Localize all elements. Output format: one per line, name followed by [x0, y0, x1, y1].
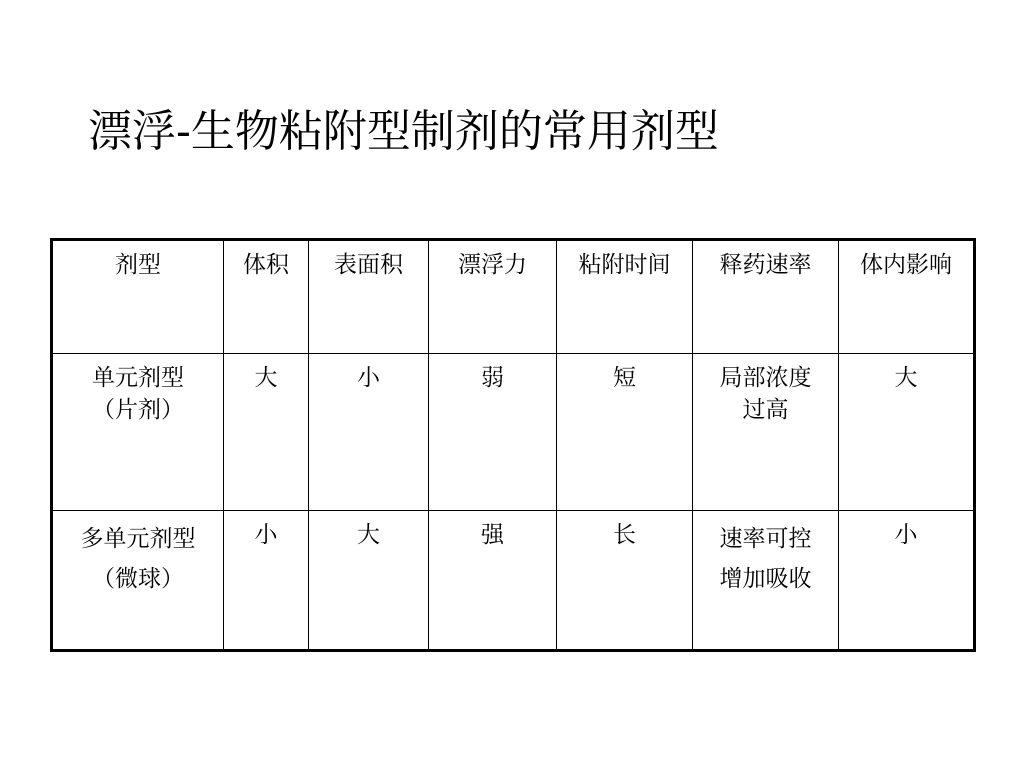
header-cell-form: 剂型	[52, 240, 224, 354]
header-cell-release-rate: 释药速率	[693, 240, 839, 354]
cell-release-rate-line-1: 局部浓度	[719, 365, 812, 391]
header-cell-volume: 体积	[224, 240, 309, 354]
cell-release-rate-line-2: 增加吸收	[719, 566, 812, 592]
cell-form-line-2: （微球）	[92, 566, 184, 592]
header-cell-surface-area: 表面积	[309, 240, 429, 354]
cell-release-rate-line-2: 过高	[742, 397, 789, 423]
cell-surface-area: 小	[309, 354, 429, 511]
cell-form-line-1: 单元剂型	[92, 365, 184, 391]
table-row	[52, 511, 975, 651]
cell-volume: 大	[224, 354, 309, 511]
dosage-form-table-container	[50, 238, 976, 652]
cell-form-line-2: （片剂）	[92, 397, 184, 423]
cell-release-rate-line-1: 速率可控	[719, 526, 812, 552]
header-cell-adhesion-time: 粘附时间	[557, 240, 693, 354]
table-header-row	[52, 240, 975, 354]
header-cell-buoyancy: 漂浮力	[429, 240, 557, 354]
slide-title: 漂浮-生物粘附型制剂的常用剂型	[88, 106, 719, 157]
cell-release-rate	[693, 511, 839, 651]
cell-release-rate	[693, 354, 839, 511]
cell-form-line-1: 多单元剂型	[80, 526, 196, 552]
cell-in-vivo-effect: 大	[839, 354, 975, 511]
cell-buoyancy: 弱	[429, 354, 557, 511]
cell-buoyancy: 强	[429, 511, 557, 651]
cell-surface-area: 大	[309, 511, 429, 651]
cell-adhesion-time: 长	[557, 511, 693, 651]
cell-form	[52, 511, 224, 651]
cell-adhesion-time: 短	[557, 354, 693, 511]
cell-form	[52, 354, 224, 511]
cell-volume: 小	[224, 511, 309, 651]
cell-in-vivo-effect: 小	[839, 511, 975, 651]
header-cell-in-vivo-effect: 体内影响	[839, 240, 975, 354]
dosage-form-table	[50, 238, 976, 652]
table-row	[52, 354, 975, 511]
